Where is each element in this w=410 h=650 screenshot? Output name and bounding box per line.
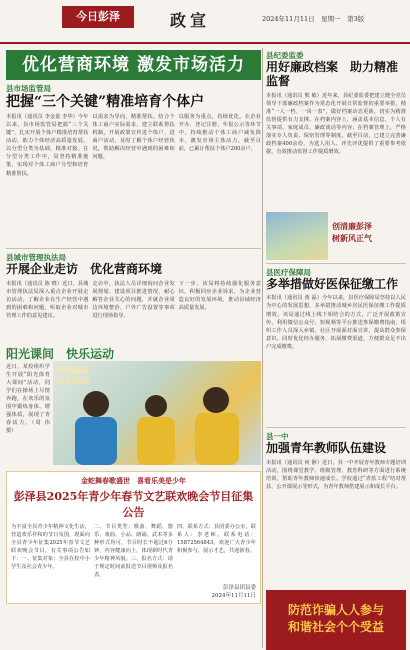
child-figure — [203, 387, 229, 413]
clean-government-slogan: 创清廉彭泽 树新风正气 — [332, 220, 372, 243]
dateline: 2024年11月11日 星期一 第3版 — [262, 15, 365, 23]
section-rule — [6, 248, 261, 249]
article-kicker: 县市场监管局 — [6, 84, 51, 93]
announcement-body-col1: 为丰富全县青少年精神文化生活，营造欢乐祥和的节日氛围，现面向全县青少年征集2025年春节文艺联欢晚会节目，有关事项公告如下：一、征集对象：全县在校中小学生及社会青少年。 — [11, 523, 90, 571]
child-figure — [75, 417, 117, 465]
article-market-supervision[interactable] — [6, 83, 261, 245]
article-body-col3: 以服务为重点，持续优化。在企业开办、登记注册、年报公示等环节中，持续推动个体工商户减负降本，激发市场主体活力，截至目前，已累计帮扶个体户200余户。 — [178, 114, 261, 153]
article-headline: 开展企业走访 优化营商环境 — [6, 262, 163, 277]
article-body: 本报讯（通讯员 黄 磊）今年以来，县医疗保障局坚持以人民为中心的发展思想，多举措推动城乡居民医保征缴工作提质增效。该局通过线上线下相结合的方式，广泛开展政策宣传，利用微信公众号、短视频等平台推送参保缴费指南，组织工作人员深入乡镇、社区开展面对面宣讲，提高群众参保意识。同时优化经办服务，拓展缴费渠道，方便群众足不出户完成缴费。 — [266, 295, 406, 350]
child-figure — [195, 413, 239, 465]
announcement-box[interactable] — [6, 471, 261, 604]
masthead — [0, 0, 410, 44]
clean-government-photo[interactable] — [266, 212, 328, 260]
right-column — [266, 50, 406, 650]
announcement-title: 彭泽县2025年青少年春节文艺联欢晚会节目征集公告 — [13, 489, 254, 519]
announcement-signature: 彭泽县团县委 2024年11月11日 — [211, 584, 256, 599]
article-kicker: 县纪委监委 — [266, 51, 304, 60]
child-figure — [145, 395, 167, 417]
article-body-col2: 走访中，执法人员详细询问企业发展规划、建设项目推进情况，耐心解答企业关心的问题，并就企业周边环境整治、户外广告设置等事项进行现场指导。 — [92, 280, 175, 320]
article-headline: 加强青年教师队伍建设 — [266, 441, 387, 456]
photo-news-block — [6, 345, 261, 467]
article-urban-management[interactable] — [6, 252, 261, 342]
section-rule — [266, 263, 406, 264]
article-kicker: 县城市管理执法局 — [6, 253, 66, 263]
photo-caption: 近日，某校组织学生开展“阳光体育大课间”活动，同学们在操场上尽情奔跑，在欢乐的氛围中锻炼身体、增强体质，展现了青春活力。（周 伟 摄） — [6, 363, 50, 435]
article-body-col1: 本报讯（通讯员 李金量 李华）今年以来，县市场监管局把握“三个关键”，扎实开展个体户精准培育帮扶活动，助力个体经济高质量发展。以分型分类为基础，精准对接。在分型分类工作中，局坚持精准施策，实现对个体工商户分型和培育精准帮扶。 — [6, 114, 89, 177]
article-body-col1: 本报讯（通讯员 陈 晓）近日，县城市管理执法局深入重点企业开展走访活动，了解企业在生产经营中遇到的困难和问题，听取企业对城市管理工作的意见建议。 — [6, 280, 89, 320]
section-rule — [266, 427, 406, 428]
photo-news-label: 阳光课间 快乐运动 — [6, 346, 115, 361]
article-body-col2: 以需求为导向，精准帮扶。结合个体工商户实际需求，建立联系帮扶机制，开展政策宣传进个体户、进商户活动，及时了解个体户经营状况，帮助解决经营中遇到的困难和问题。 — [92, 114, 175, 161]
banner-headline: 优化营商环境 激发市场活力 — [6, 50, 261, 80]
newspaper-logo: 今日彭泽 — [62, 6, 134, 28]
left-column — [6, 50, 261, 650]
article-body: 本报讯（通讯员 何 静）近日，县一中开展青年教师专题培训活动，围绕课堂教学、班级管理、教育科研等方面进行系统培训，帮助青年教师快速成长。学校通过“青蓝工程”结对帮扶、公开课展示等形式，为青年教师搭建展示和成长平台。 — [266, 460, 406, 491]
article-kicker: 县医疗保障局 — [266, 267, 311, 277]
anti-fraud-promo[interactable]: 防范诈骗人人参与 和谐社会个个受益 — [266, 590, 406, 650]
article-kicker: 县一中 — [266, 432, 289, 442]
announcement-kicker: 金蛇舞春歌盛世 喜看乐美是少年 — [81, 475, 186, 485]
article-headline: 多举措做好医保征缴工作 — [266, 276, 399, 291]
article-body-col3: 下一步，该局将持续强化服务意识，积极回应企业诉求，为企业营造良好的发展环境，推动县域经济高质量发展。 — [178, 280, 261, 312]
article-photo-row — [266, 212, 406, 260]
article-medical-insurance[interactable] — [266, 267, 406, 425]
article-discipline[interactable] — [266, 50, 406, 260]
announcement-body-col2: 二、节目类型：歌曲、舞蹈、器乐、戏曲、小品、朗诵、武术等多种形式均可，节目时长不超过6分钟，内容健康向上，体现新时代青少年精神风貌。三、报名方式：请于规定时间前报送节目视频及报名表。 — [94, 523, 173, 579]
article-headline: 用好廉政档案 助力精准监督 — [266, 60, 399, 88]
child-figure — [83, 391, 109, 417]
article-body: 本报讯（通讯员 熊 敏）近年来，县纪委监委把建立健全党员领导干部廉政档案作为常态化开展日常监督的重要举措，精准“一人一档、一岗一表”，做好档案动态更新，切实为精准监督提供有力支撑。在档案内容上，涵盖基本信息、个人有关事项、家庭成员、廉政谈话等内容；在档案管理上，严格落实专人负责、保密管理等制度。截至目前，已建立完善廉政档案400余份，为选人用人、评先评优提供了重要参考依据，有效推动监督工作提质增效。 — [266, 92, 406, 156]
students-photo[interactable] — [53, 361, 261, 465]
child-figure — [137, 417, 175, 465]
announcement-body-col3: 四、联系方式：县团委办公室，联系人：李老师。联系电话：15872564843。欢迎广大青少年积极参与，展示才艺，共迎新春。 — [177, 523, 256, 555]
section-name: 政宣 — [170, 11, 211, 30]
photo-overlay-title: 阳光课间 快乐运动 — [57, 364, 89, 386]
column-divider — [262, 48, 263, 648]
article-teachers[interactable] — [266, 431, 406, 517]
article-headline: 把握“三个关键”精准培育个体户 — [6, 94, 205, 110]
